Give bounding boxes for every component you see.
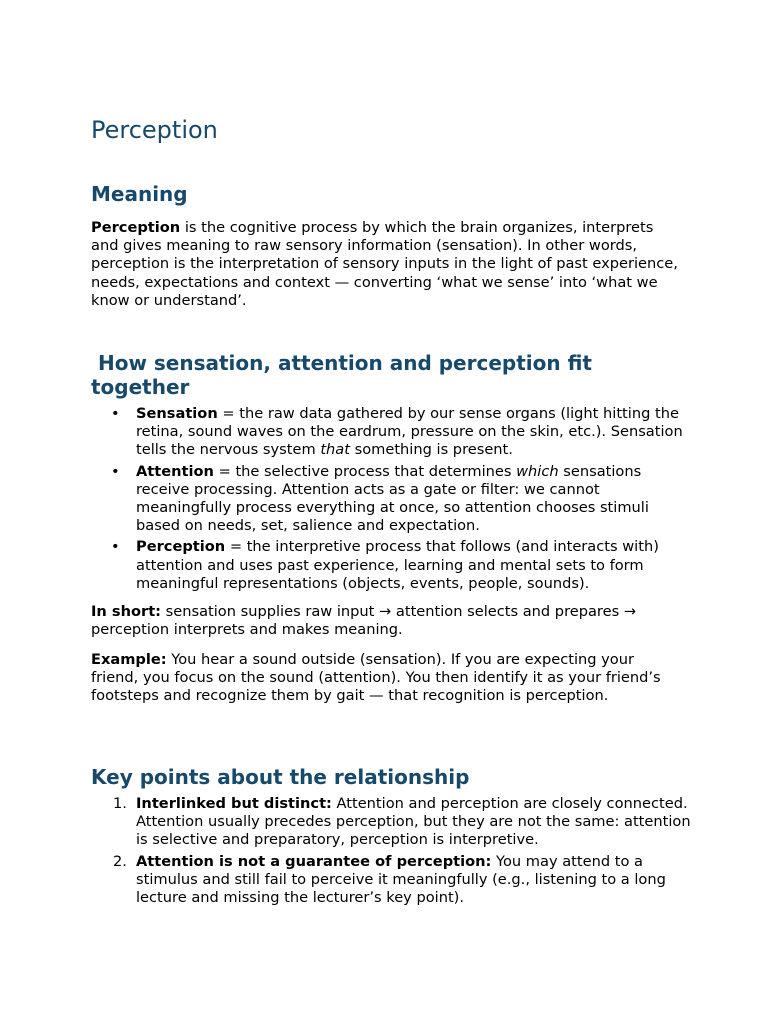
item-term: Attention: [136, 462, 214, 480]
meaning-term: Perception: [91, 219, 181, 236]
item-emphasis: which: [516, 462, 559, 480]
item-term: Perception: [136, 538, 226, 556]
item-text: = the selective process that determines: [213, 462, 517, 480]
example-label: Example:: [91, 651, 167, 668]
meaning-paragraph: [91, 219, 681, 310]
item-term: Sensation: [136, 405, 218, 422]
item-term: Interlinked but distinct:: [136, 795, 332, 812]
item-text-end: something is present.: [349, 441, 513, 459]
list-item: [91, 853, 691, 908]
bullet-glyph: •: [111, 538, 120, 556]
meaning-text: is the cognitive process by which the brain organizes, interprets and gives meaning to raw sensory information (sensation). In other words, perception is the interpretation of sensory inputs in the light of past experience, needs, expectations and context — converting ‘what we sense’ into ‘what we know or understand’.: [91, 219, 678, 309]
key-points-list: [91, 795, 691, 910]
key-points-heading: Key points about the relationship: [91, 765, 470, 789]
bullet-glyph: •: [111, 405, 120, 422]
item-text-end: sensations receive processing. Attention acts as a gate or filter: we cannot meaningfully process everything at once, so attention chooses stimuli based on needs, set, salience and expectation.: [136, 462, 649, 535]
item-term: Attention is not a guarantee of perception:: [136, 852, 492, 870]
item-emphasis: that: [320, 441, 350, 459]
list-item: [91, 538, 691, 593]
list-item: [91, 405, 691, 460]
item-number: 2.: [113, 852, 127, 870]
fit-heading: How sensation, attention and perception fit together: [91, 351, 599, 399]
in-short-text: sensation supplies raw input → attention selects and prepares → perception interprets and makes meaning.: [91, 603, 637, 639]
item-number: 1.: [113, 795, 127, 812]
in-short-label: In short:: [91, 603, 162, 620]
item-text: = the interpretive process that follows (and interacts with) attention and uses past experience, learning and mental sets to form meaningful representations (objects, events, people, sounds).: [136, 538, 659, 592]
document-title: Perception: [91, 116, 218, 144]
fit-bullet-list: [91, 405, 691, 596]
meaning-heading: Meaning: [91, 182, 188, 206]
list-item: [91, 795, 691, 850]
example-paragraph: [91, 651, 681, 706]
item-text: You may attend to a stimulus and still fail to perceive it meaningfully (e.g., listening to a long lecture and missing the lecturer’s key point).: [136, 852, 666, 907]
bullet-glyph: •: [111, 462, 120, 480]
example-text: You hear a sound outside (sensation). If you are expecting your friend, you focus on the sound (attention). You then identify it as your friend’s footsteps and recognize them by gait — that recognition is perception.: [91, 651, 661, 705]
list-item: [91, 463, 691, 536]
in-short-paragraph: [91, 603, 681, 639]
item-text: = the raw data gathered by our sense organs (light hitting the retina, sound waves on the eardrum, pressure on the skin, etc.). Sensation tells the nervous system: [136, 405, 683, 459]
item-text: Attention and perception are closely connected. Attention usually precedes perception, but they are not the same: attention is selective and preparatory, perception is interpretive.: [136, 795, 691, 849]
